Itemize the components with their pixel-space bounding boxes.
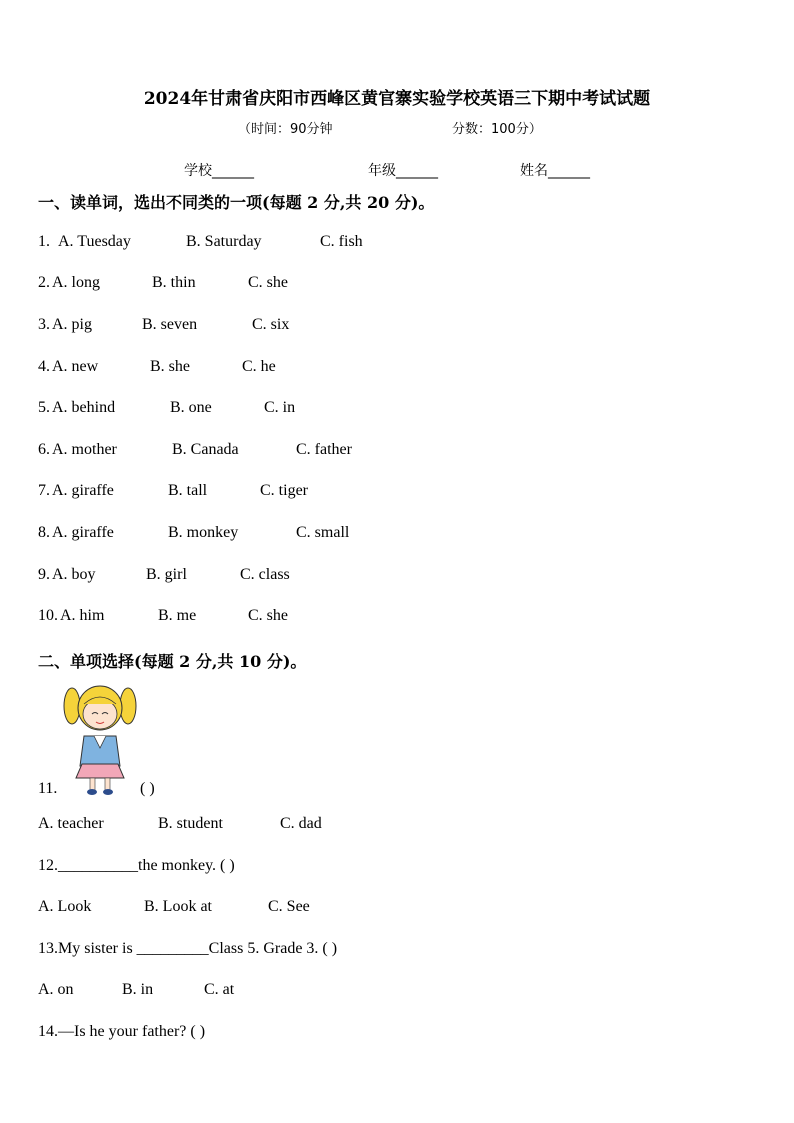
q7-option-c: C. tiger xyxy=(260,482,308,499)
q6-option-a: A. mother xyxy=(52,441,117,458)
question-11-number: 11. xyxy=(38,780,58,797)
question-1-number: 1. xyxy=(38,233,50,250)
q3-option-c: C. six xyxy=(252,316,290,333)
exam-score: 分数：100分） xyxy=(452,122,542,137)
q10-option-b: B. me xyxy=(158,607,197,624)
question-6-number: 6. xyxy=(38,441,50,458)
question-13: 13.My sister is _________Class 5. Grade 3. ( ) xyxy=(38,940,338,957)
girl-picture xyxy=(60,678,140,798)
q9-option-b: B. girl xyxy=(146,566,187,583)
question-4-number: 4. xyxy=(38,358,50,375)
q9-option-c: C. class xyxy=(240,566,290,583)
name-field: 姓名______ xyxy=(520,163,590,179)
question-9-number: 9. xyxy=(38,566,50,583)
q7-option-a: A. giraffe xyxy=(52,482,114,499)
q1-option-a: A. Tuesday xyxy=(58,233,131,250)
question-14: 14.—Is he your father? ( ) xyxy=(38,1023,206,1040)
q8-option-b: B. monkey xyxy=(168,524,239,541)
q6-option-c: C. father xyxy=(296,441,352,458)
q1-option-b: B. Saturday xyxy=(186,233,262,250)
q10-option-a: A. him xyxy=(60,607,105,624)
question-3-number: 3. xyxy=(38,316,50,333)
question-7-number: 7. xyxy=(38,482,50,499)
q6-option-b: B. Canada xyxy=(172,441,239,458)
question-12: 12.__________the monkey. ( ) xyxy=(38,857,235,874)
q13-option-c: C. at xyxy=(204,981,235,998)
q11-option-b: B. student xyxy=(158,815,223,832)
q10-option-c: C. she xyxy=(248,607,288,624)
q12-option-b: B. Look at xyxy=(144,898,212,915)
q2-option-b: B. thin xyxy=(152,274,196,291)
q11-option-c: C. dad xyxy=(280,815,322,832)
question-2-number: 2. xyxy=(38,274,50,291)
question-10-number: 10. xyxy=(38,607,58,624)
q3-option-b: B. seven xyxy=(142,316,198,333)
school-field: 学校______ xyxy=(184,163,254,179)
q9-option-a: A. boy xyxy=(52,566,96,583)
q4-option-c: C. he xyxy=(242,358,276,375)
q5-option-a: A. behind xyxy=(52,399,116,416)
q5-option-c: C. in xyxy=(264,399,296,416)
exam-time: （时间：90分钟 xyxy=(238,122,333,137)
q8-option-c: C. small xyxy=(296,524,350,541)
q4-option-a: A. new xyxy=(52,358,99,375)
question-11-paren: ( ) xyxy=(140,780,155,797)
q2-option-c: C. she xyxy=(248,274,288,291)
q3-option-a: A. pig xyxy=(52,316,92,333)
q12-option-a: A. Look xyxy=(38,898,92,915)
q12-option-c: C. See xyxy=(268,898,310,915)
q1-option-c: C. fish xyxy=(320,233,363,250)
q4-option-b: B. she xyxy=(150,358,190,375)
q5-option-b: B. one xyxy=(170,399,212,416)
question-8-number: 8. xyxy=(38,524,50,541)
q13-option-b: B. in xyxy=(122,981,154,998)
q2-option-a: A. long xyxy=(52,274,100,291)
q11-option-a: A. teacher xyxy=(38,815,104,832)
q13-option-a: A. on xyxy=(38,981,74,998)
grade-field: 年级______ xyxy=(368,163,438,179)
q8-option-a: A. giraffe xyxy=(52,524,114,541)
question-5-number: 5. xyxy=(38,399,50,416)
section2-heading: 二、单项选择(每题 2 分,共 10 分)。 xyxy=(38,652,307,671)
page-title: 2024年甘肃省庆阳市西峰区黄官寨实验学校英语三下期中考试试题 xyxy=(143,89,651,109)
q7-option-b: B. tall xyxy=(168,482,208,499)
section1-heading: 一、读单词，选出不同类的一项(每题 2 分,共 20 分)。 xyxy=(38,193,435,212)
